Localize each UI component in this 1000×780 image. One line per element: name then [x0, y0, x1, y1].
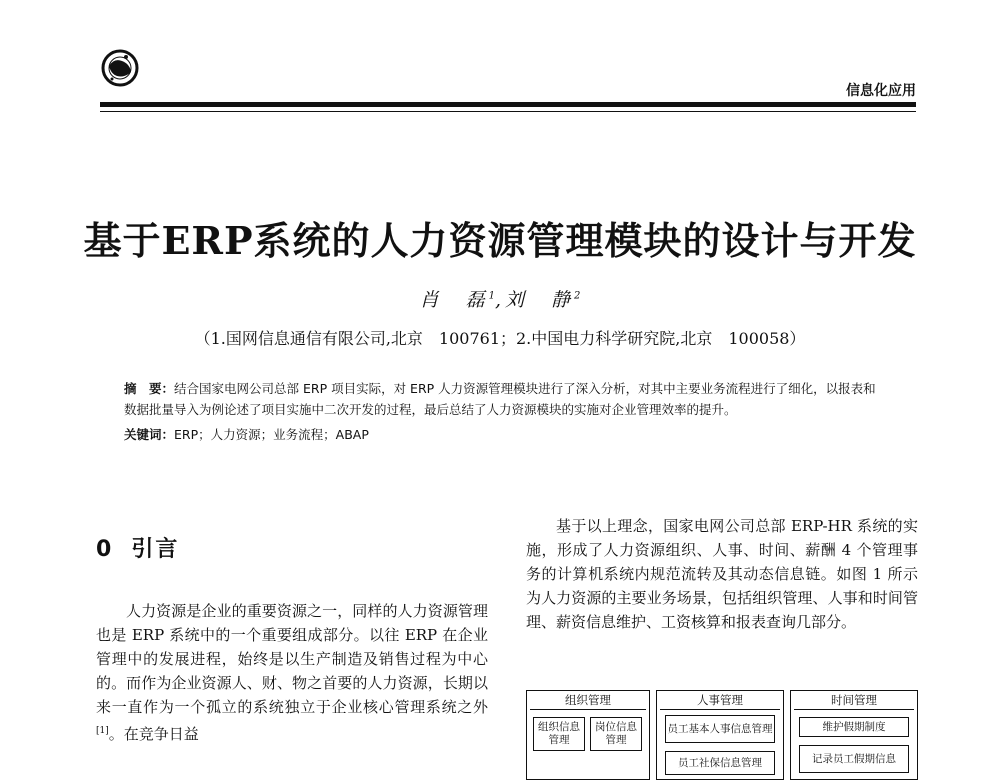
figure-box: 记录员工假期信息	[799, 745, 909, 773]
journal-seal-icon	[100, 48, 140, 88]
author-separator: ,	[494, 289, 506, 311]
author-2-affil-mark: 2	[574, 290, 581, 302]
figure-group-time	[790, 690, 918, 780]
abstract-block	[124, 378, 884, 445]
section-heading	[96, 532, 488, 563]
figure-box: 岗位信息管理	[590, 717, 642, 751]
figure-box: 员工社保信息管理	[665, 751, 775, 775]
intro-paragraph	[96, 599, 488, 746]
left-column	[96, 532, 488, 746]
figure-group-title: 人事管理	[660, 691, 780, 710]
figure-group-title: 组织管理	[530, 691, 646, 710]
header-rule-thin	[100, 111, 916, 112]
right-paragraph: 基于以上理念，国家电网公司总部 ERP-HR 系统的实施，形成了人力资源组织、人事、时间、薪酬 4 个管理事务的计算机系统内规范流转及其动态信息链。如图 1 所示为人力资源的主要业务场景，包括组织管理、人事和时间管理、薪资信息维护、工资核算和报表查询几部分。	[526, 517, 918, 631]
author-1-affil-mark: 1	[488, 290, 495, 302]
figure-group-title: 时间管理	[794, 691, 914, 710]
section-title: 引言	[131, 537, 180, 562]
figure-1-diagram	[526, 690, 918, 780]
intro-text-tail: 。在竞争日益	[108, 725, 199, 743]
right-column	[526, 514, 918, 634]
header-rule-thick	[100, 102, 916, 107]
figure-box: 员工基本人事信息管理	[665, 715, 775, 743]
figure-group-personnel	[656, 690, 784, 780]
abstract-label: 摘 要：	[124, 381, 175, 396]
citation-ref: [1]	[96, 726, 109, 736]
paper-title: 基于ERP系统的人力资源管理模块的设计与开发	[83, 218, 917, 263]
keywords-text: ERP；人力资源；业务流程；ABAP	[174, 427, 369, 442]
author-line	[0, 285, 1000, 312]
keywords	[124, 424, 884, 445]
keywords-label: 关键词：	[124, 427, 175, 442]
figure-box: 维护假期制度	[799, 717, 909, 737]
author-1: 肖 磊	[419, 289, 489, 311]
author-2: 刘 静	[505, 289, 575, 311]
affiliation: （1.国网信息通信有限公司,北京 100761；2.中国电力科学研究院,北京 100058）	[194, 329, 806, 348]
figure-box: 组织信息管理	[533, 717, 585, 751]
section-number: 0	[96, 537, 114, 562]
section-label: 信息化应用	[846, 83, 916, 99]
abstract-text: 结合国家电网公司总部 ERP 项目实际，对 ERP 人力资源管理模块进行了深入分析，对其中主要业务流程进行了细化，以报表和数据批量导入为例论述了项目实施中二次开发的过程，最后总结了人力资源模块的实施对企业管理效率的提升。	[124, 381, 876, 417]
abstract	[124, 378, 884, 420]
intro-text: 人力资源是企业的重要资源之一，同样的人力资源管理也是 ERP 系统中的一个重要组成部分。以往 ERP 在企业管理中的发展进程，始终是以生产制造及销售过程为中心的。而作为企业资源人、财、物之首要的人力资源，长期以来一直作为一个孤立的系统独立于企业核心管理系统之外	[96, 602, 488, 716]
figure-group-organization	[526, 690, 650, 780]
